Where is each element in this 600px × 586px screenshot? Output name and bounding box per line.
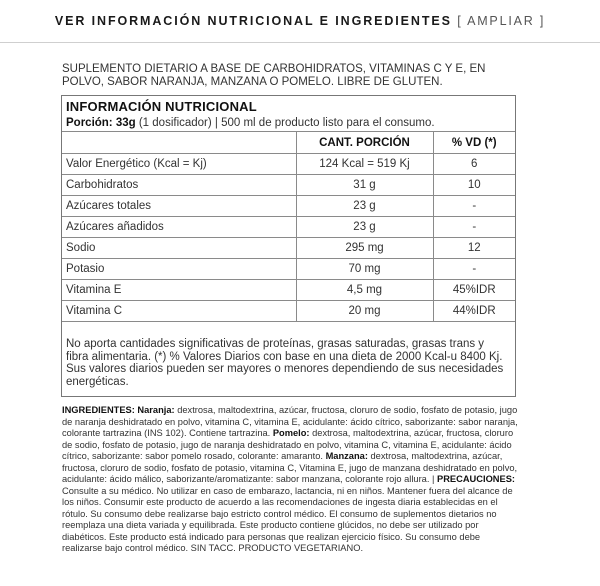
product-description: SUPLEMENTO DIETARIO A BASE DE CARBOHIDRATOS, VITAMINAS C Y E, EN POLVO, SABOR NARANJA, MANZANA O POMELO. LIBRE DE GLUTEN.: [62, 63, 486, 88]
nutrient-name: Valor Energético (Kcal = Kj): [62, 154, 296, 175]
nutrient-dv: 12: [433, 238, 515, 259]
nutrient-amount: 20 mg: [296, 301, 433, 322]
nutrient-name: Vitamina C: [62, 301, 296, 322]
nutrition-footnote: No aporta cantidades significativas de proteínas, grasas saturadas, grasas trans y fibra alimentaria. (*) % Valores Diarios con base en una dieta de 2000 Kcal-u 8400 Kj. Sus valores diarios pueden ser mayores o menores dependiendo de sus necesidades energéticas.: [66, 338, 504, 388]
nutrition-facts-box: [61, 95, 516, 397]
ingredients-manzana: dextrosa, maltodextrina, azúcar, fructosa, cloruro de sodio, fosfato de potasio, vitamina C, Vitamina E, jugo de manzana deshidratado en polvo, acidulante: ácido málico, saborizante/aromatizante: sabor manzana, colorante rojo allura. |: [62, 451, 518, 484]
header-divider: [0, 42, 600, 43]
table-row: [62, 154, 515, 175]
nutrient-amount: 23 g: [296, 217, 433, 238]
nutrition-table: [62, 131, 515, 322]
table-row: [62, 238, 515, 259]
expand-bracket-open: [: [457, 14, 468, 28]
nutrient-dv: 44%IDR: [433, 301, 515, 322]
expand-bracket-close: ]: [534, 14, 546, 28]
nutrient-name: Sodio: [62, 238, 296, 259]
manzana-label: Manzana:: [325, 451, 368, 461]
nutrient-amount: 124 Kcal = 519 Kj: [296, 154, 433, 175]
col-header-dv: % VD (*): [433, 132, 515, 154]
table-row: [62, 196, 515, 217]
col-header-amount: CANT. PORCIÓN: [296, 132, 433, 154]
table-row: [62, 175, 515, 196]
precautions-text: Consulte a su médico. No utilizar en caso de embarazo, lactancia, ni en niños. Mantener fuera del alcance de los niños. Consumir este producto de acuerdo a las recomendaciones de ingesta diaria establecidas en el rótulo. Su consumo debe realizarse bajo estricto control médico. El consumo de suplementos dietarios no reemplaza una dieta variada y equilibrada. Este producto contiene glúcidos, no debe ser utilizado por diabéticos. Este producto está indicado para personas que realizan ejercicio físico. Su consumo debe realizarse bajo control médico. SIN TACC. PRODUCTO VEGETARIANO.: [62, 485, 513, 553]
section-header[interactable]: [0, 14, 600, 28]
expand-link[interactable]: [457, 14, 545, 28]
table-row: [62, 280, 515, 301]
section-title[interactable]: VER INFORMACIÓN NUTRICIONAL E INGREDIENTES: [54, 14, 452, 28]
expand-label[interactable]: AMPLIAR: [467, 14, 535, 28]
ingredients-heading: INGREDIENTES: Naranja:: [62, 405, 175, 415]
nutrient-dv: -: [433, 217, 515, 238]
pomelo-label: Pomelo:: [272, 428, 310, 438]
nutrition-title: INFORMACIÓN NUTRICIONAL: [66, 99, 257, 114]
nutrient-amount: 23 g: [296, 196, 433, 217]
col-header-nutrient: [62, 132, 296, 154]
ingredients-block: [62, 405, 520, 555]
nutrient-name: Azúcares añadidos: [62, 217, 296, 238]
table-row: [62, 259, 515, 280]
table-row: [62, 217, 515, 238]
nutrient-amount: 70 mg: [296, 259, 433, 280]
portion-label: Porción: 33g: [66, 117, 136, 129]
portion-info: [66, 117, 435, 129]
nutrient-amount: 295 mg: [296, 238, 433, 259]
nutrient-dv: 10: [433, 175, 515, 196]
nutrient-amount: 31 g: [296, 175, 433, 196]
nutrient-dv: -: [433, 259, 515, 280]
ingredients-pomelo: dextrosa, maltodextrina, azúcar, fructosa, cloruro de sodio, fosfato de potasio, jugo de naranja deshidratado en polvo, vitamina C, vitamina E, acidulante: ácido cítrico, saborizante: sabor pomelo rosado, colorante: amaranto.: [62, 428, 514, 461]
table-row: [62, 301, 515, 322]
portion-detail: (1 dosificador) | 500 ml de producto listo para el consumo.: [135, 117, 435, 129]
table-header-row: [62, 132, 515, 154]
nutrient-name: Potasio: [62, 259, 296, 280]
precautions-label: PRECAUCIONES:: [437, 474, 516, 484]
nutrient-name: Carbohidratos: [62, 175, 296, 196]
nutrient-dv: 6: [433, 154, 515, 175]
nutrient-name: Vitamina E: [62, 280, 296, 301]
nutrient-dv: 45%IDR: [433, 280, 515, 301]
nutrient-name: Azúcares totales: [62, 196, 296, 217]
nutrient-amount: 4,5 mg: [296, 280, 433, 301]
ingredients-naranja: dextrosa, maltodextrina, azúcar, fructosa, cloruro de sodio, fosfato de potasio, jugo de naranja deshidratado en polvo, vitamina C, vitamina E, acidulante: ácido cítrico, saborizante: sabor naranja, colorante tartrazina (INS 102). Contiene tartrazina.: [62, 405, 518, 438]
nutrient-dv: -: [433, 196, 515, 217]
